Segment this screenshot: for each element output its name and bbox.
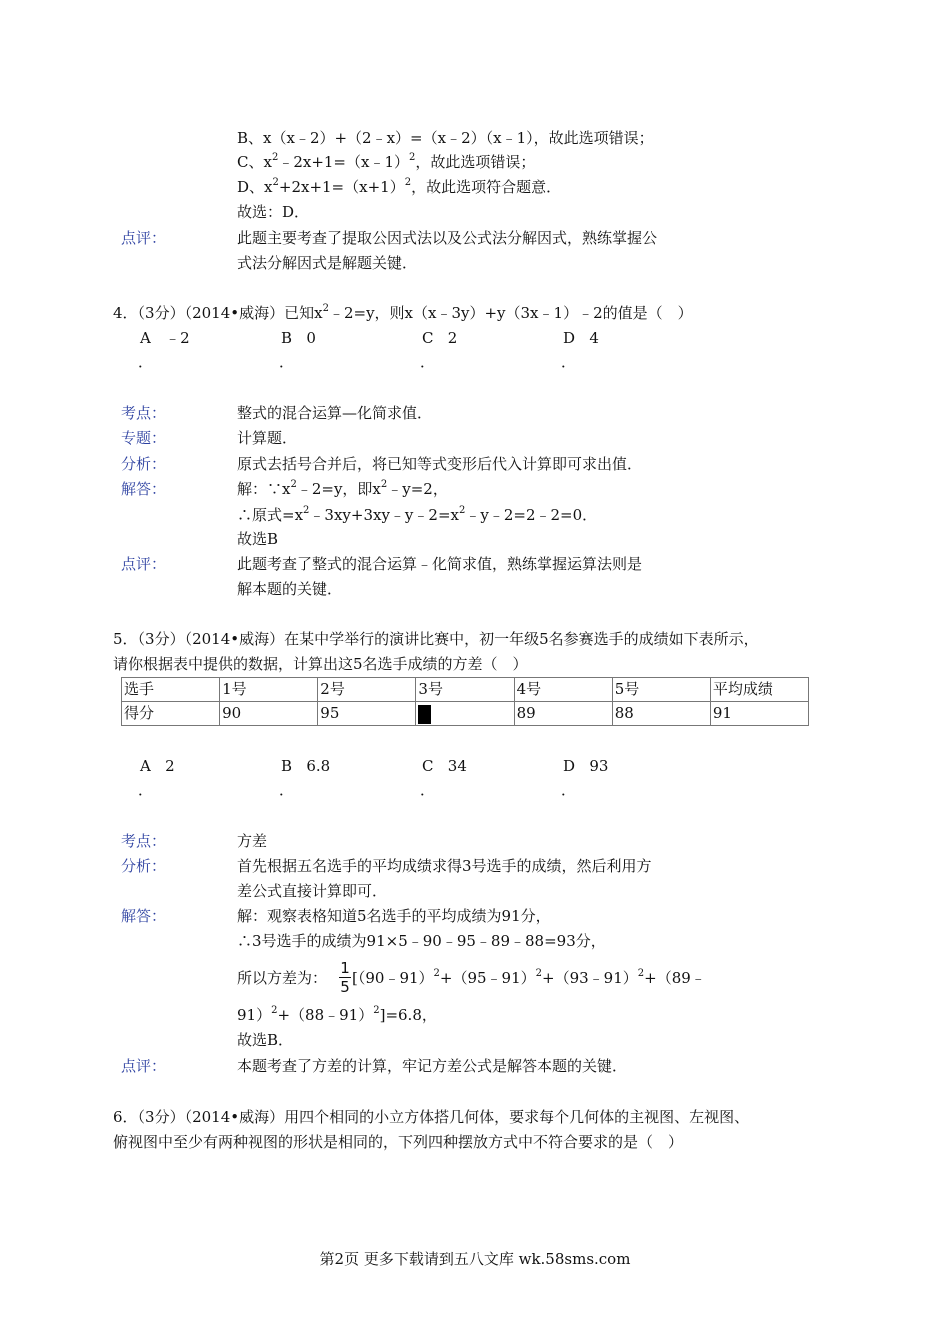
table-cell: 88 bbox=[612, 702, 710, 726]
table-cell: 3号 bbox=[416, 678, 514, 702]
prev-comment-line1: 此题主要考查了提取公因式法以及公式法分解因式，熟练掌握公 bbox=[237, 229, 658, 247]
q5-kaodian: 方差 bbox=[237, 832, 268, 850]
q4-jieda-line2: ∴原式$=x^2﹣3xy+3xy﹣y﹣2=x^2﹣y﹣2=2﹣2=0$． bbox=[237, 505, 598, 524]
q5-option-d-dot: ． bbox=[561, 781, 577, 799]
prev-option-d: D、$x^2+2x+1=(x+1)^2$，故此选项符合题意． bbox=[237, 177, 562, 196]
q4-option-a-dot: ． bbox=[138, 353, 154, 371]
q4-option-b: B 0 bbox=[281, 329, 316, 347]
q5-score-table bbox=[121, 677, 809, 726]
q5-formula-prefix: 所以方差为： bbox=[237, 969, 328, 987]
table-row bbox=[122, 702, 809, 726]
q4-dianping-line2: 解本题的关键． bbox=[237, 580, 343, 598]
table-cell: 91 bbox=[710, 702, 808, 726]
q4-zhuanti-label: 专题： bbox=[121, 429, 167, 447]
redacted-block bbox=[418, 705, 431, 724]
q5-kaodian-label: 考点： bbox=[121, 832, 167, 850]
prev-comment-line2: 式法分解因式是解题关键． bbox=[237, 254, 418, 272]
q5-fraction-one-fifth bbox=[338, 959, 352, 996]
q4-zhuanti: 计算题． bbox=[237, 429, 298, 447]
q5-option-c: C 34 bbox=[422, 757, 467, 775]
q5-jieda-label: 解答： bbox=[121, 907, 167, 925]
table-cell: 5号 bbox=[612, 678, 710, 702]
q5-option-a: A 2 bbox=[140, 757, 175, 775]
table-cell: 平均成绩 bbox=[710, 678, 808, 702]
q4-jieda-line3: 故选B bbox=[237, 530, 279, 548]
table-cell: 4号 bbox=[514, 678, 612, 702]
prev-option-c: C、$x^2﹣2x+1=(x﹣1)^2$，故此选项错误； bbox=[237, 152, 536, 171]
q5-jieda-line2: ∴3号选手的成绩为91×5﹣90﹣95﹣89﹣88=93分， bbox=[237, 932, 606, 950]
q4-kaodian: 整式的混合运算—化简求值． bbox=[237, 404, 433, 422]
q5-option-a-dot: ． bbox=[138, 781, 154, 799]
q5-option-b-dot: ． bbox=[279, 781, 295, 799]
q5-fenxi-line1: 首先根据五名选手的平均成绩求得3号选手的成绩，然后利用方 bbox=[237, 857, 652, 875]
table-cell-hidden-score bbox=[416, 702, 514, 726]
prev-option-b: B、x（x﹣2）+（2﹣x）=（x﹣2）（x﹣1），故此选项错误； bbox=[237, 129, 654, 147]
prev-conclusion: 故选：D． bbox=[237, 203, 310, 221]
q4-option-c: C 2 bbox=[422, 329, 458, 347]
table-cell: 90 bbox=[220, 702, 318, 726]
q5-jieda-line3: 故选B． bbox=[237, 1031, 294, 1049]
page-footer: 第2页 更多下载请到五八文库 wk.58sms.com bbox=[319, 1250, 631, 1268]
q5-jieda-line1: 解：观察表格知道5名选手的平均成绩为91分， bbox=[237, 907, 551, 925]
q5-option-d: D 93 bbox=[563, 757, 609, 775]
q5-stem-line1: 5．（3分）（2014•威海）在某中学举行的演讲比赛中，初一年级5名参赛选手的成绩如下表所示， bbox=[113, 630, 759, 648]
prev-comment-label: 点评： bbox=[121, 229, 167, 247]
fraction-denominator: 5 bbox=[340, 978, 350, 996]
q4-stem: 4．（3分）（2014•威海）已知$x^2﹣2=y$，则x（x﹣3y）+y（3x﹣1）﹣2的值是（ ） bbox=[113, 303, 693, 322]
table-cell: 95 bbox=[318, 702, 416, 726]
q4-jieda-line1: 解：$\because x^2﹣2=y$，即$x^2﹣y=2$， bbox=[237, 479, 448, 498]
q4-option-d-dot: ． bbox=[561, 353, 577, 371]
fraction-numerator: 1 bbox=[340, 959, 350, 977]
q4-fenxi: 原式去括号合并后，将已知等式变形后代入计算即可求出值． bbox=[237, 455, 643, 473]
q6-stem-line1: 6．（3分）（2014•威海）用四个相同的小立方体搭几何体，要求每个几何体的主视图、左视图、 bbox=[113, 1108, 750, 1126]
q4-fenxi-label: 分析： bbox=[121, 455, 167, 473]
q4-dianping-line1: 此题考查了整式的混合运算﹣化简求值，熟练掌握运算法则是 bbox=[237, 555, 643, 573]
q5-stem-line2: 请你根据表中提供的数据，计算出这5名选手成绩的方差（ ） bbox=[113, 655, 528, 673]
q5-dianping: 本题考查了方差的计算，牢记方差公式是解答本题的关键． bbox=[237, 1057, 628, 1075]
q5-formula-line2: 91）$^2$+（88﹣91）$^2$]=6.8， bbox=[237, 1005, 437, 1024]
q6-stem-line2: 俯视图中至少有两种视图的形状是相同的，下列四种摆放方式中不符合要求的是（ ） bbox=[113, 1133, 684, 1151]
table-cell: 选手 bbox=[122, 678, 220, 702]
q4-option-d: D 4 bbox=[563, 329, 599, 347]
q5-option-c-dot: ． bbox=[420, 781, 436, 799]
q4-option-c-dot: ． bbox=[420, 353, 436, 371]
q5-fenxi-line2: 差公式直接计算即可． bbox=[237, 882, 388, 900]
q5-formula-line1: [（90﹣91）$^2$+（95﹣91）$^2$+（93﹣91）$^2$+（89﹣ bbox=[352, 968, 706, 987]
q4-option-a: A ﹣2 bbox=[140, 329, 190, 347]
table-header-row bbox=[122, 678, 809, 702]
table-cell: 2号 bbox=[318, 678, 416, 702]
q4-option-b-dot: ． bbox=[279, 353, 295, 371]
q5-option-b: B 6.8 bbox=[281, 757, 331, 775]
q4-jieda-label: 解答： bbox=[121, 480, 167, 498]
q4-dianping-label: 点评： bbox=[121, 555, 167, 573]
table-cell: 得分 bbox=[122, 702, 220, 726]
q5-fenxi-label: 分析： bbox=[121, 857, 167, 875]
q4-kaodian-label: 考点： bbox=[121, 404, 167, 422]
table-cell: 89 bbox=[514, 702, 612, 726]
q5-dianping-label: 点评： bbox=[121, 1057, 167, 1075]
table-cell: 1号 bbox=[220, 678, 318, 702]
